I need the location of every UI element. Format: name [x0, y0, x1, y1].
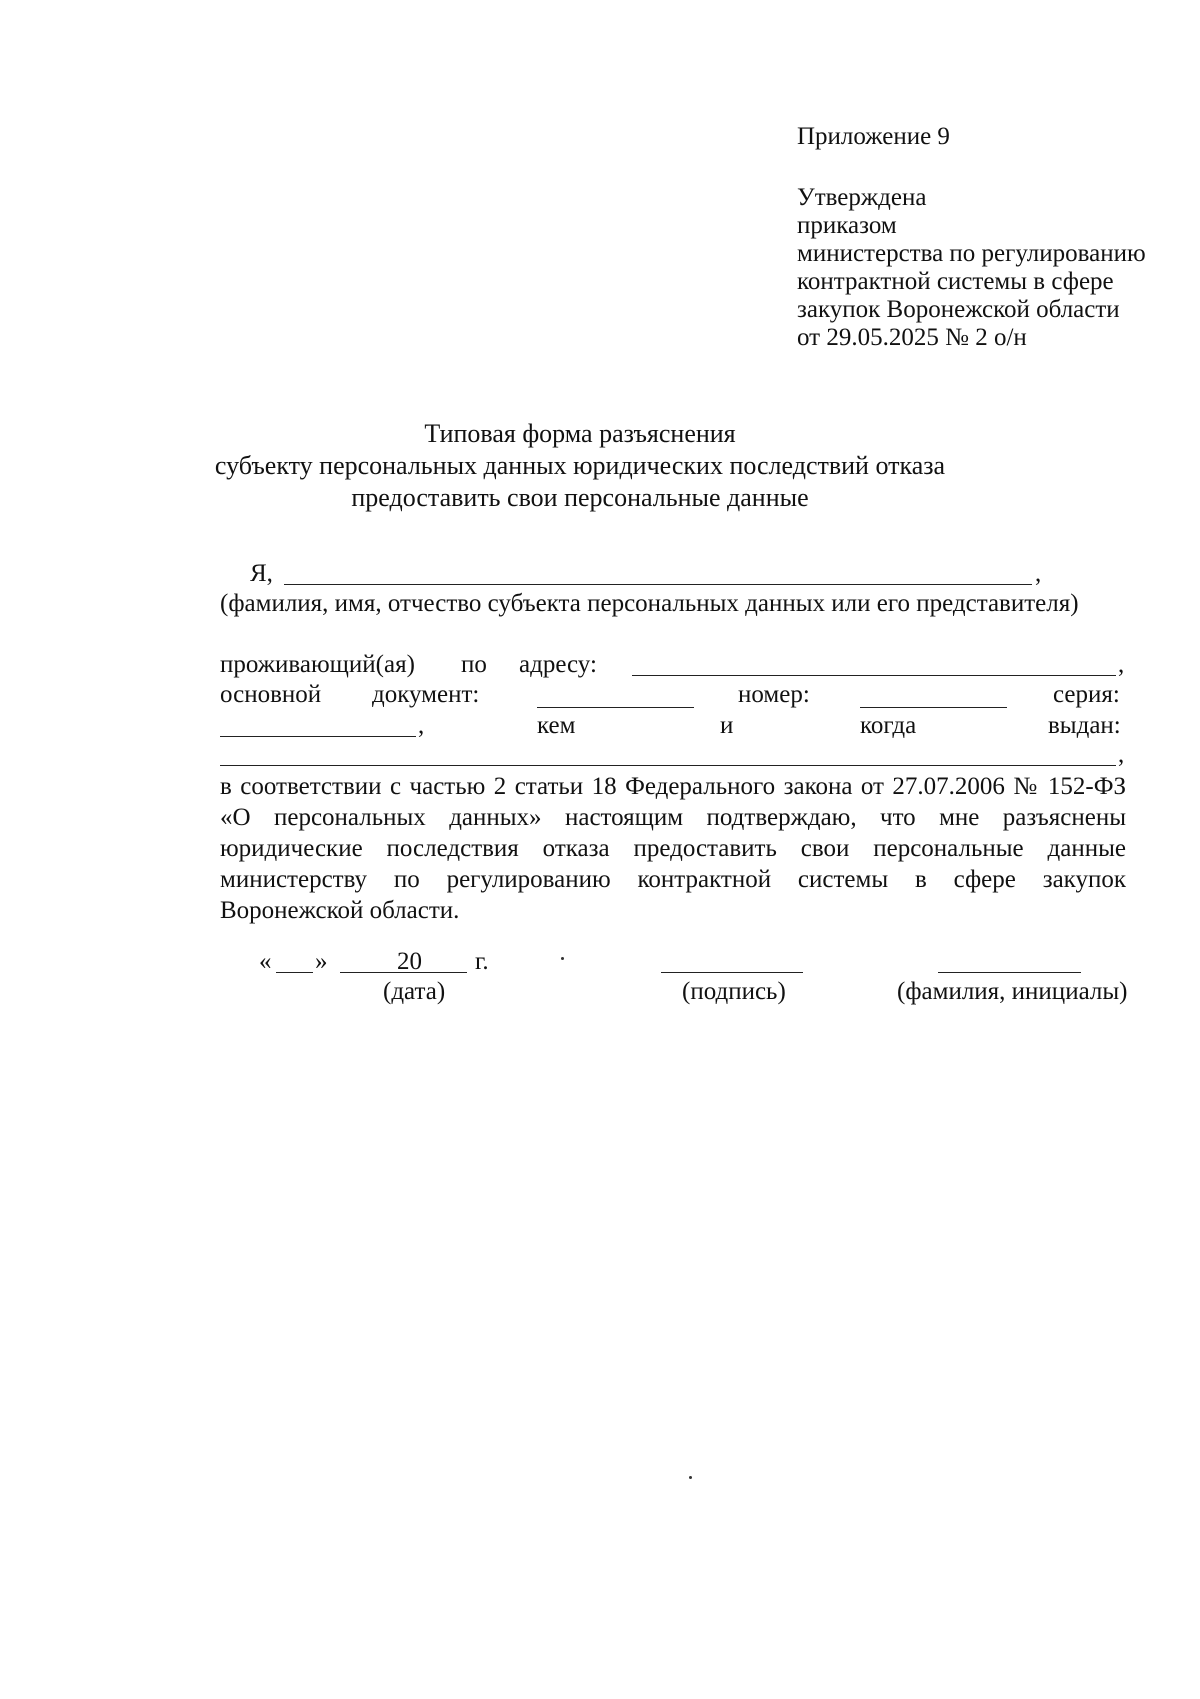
document-series-field[interactable] — [220, 736, 416, 737]
stray-dot — [561, 957, 564, 960]
title-line: Типовая форма разъяснения — [424, 419, 736, 448]
year-field[interactable] — [397, 972, 467, 973]
close-quote: » — [315, 948, 328, 975]
approval-block — [797, 123, 1146, 352]
date-caption: (дата) — [383, 978, 446, 1005]
residing-label: проживающий(ая) — [220, 651, 415, 678]
issued-label: выдан: — [1048, 712, 1121, 739]
series-label: серия: — [1053, 681, 1120, 708]
main-label: основной — [220, 681, 322, 708]
name-initials-field[interactable] — [938, 972, 1081, 973]
open-quote: « — [259, 948, 272, 975]
name-caption: (фамилия, имя, отчество субъекта персональных данных или его представителя) — [220, 590, 1079, 617]
signature-field[interactable] — [661, 972, 803, 973]
approval-line: Утверждена — [797, 184, 927, 211]
year-prefix: 20 — [397, 948, 422, 975]
title-line: субъекту персональных данных юридических последствий отказа — [214, 451, 946, 480]
approval-line: приказом — [797, 212, 897, 239]
issued-by-field[interactable] — [220, 765, 1116, 766]
address-field[interactable] — [632, 675, 1116, 676]
day-field[interactable] — [276, 972, 313, 973]
approval-line: от 29.05.2025 № 2 о/н — [797, 324, 1027, 351]
when-label: когда — [860, 712, 917, 739]
name-initials-caption: (фамилия, инициалы) — [897, 978, 1128, 1005]
stray-dot — [689, 1476, 692, 1479]
approval-line: контрактной системы в сфере — [797, 268, 1114, 295]
by-whom-label: кем — [537, 712, 576, 739]
comma: , — [1118, 651, 1125, 678]
number-label: номер: — [738, 681, 810, 708]
comma: , — [418, 712, 425, 739]
i-label: Я, — [250, 560, 273, 587]
document-type-field[interactable] — [537, 707, 694, 708]
month-field[interactable] — [340, 972, 397, 973]
address-label: адресу: — [519, 651, 597, 678]
consent-paragraph: в соответствии с частью 2 статьи 18 Федерального закона от 27.07.2006 № 152-ФЗ «О персональных данных» настоящим подтверждаю, что мне разъяснены юридические последствия отказа предоставить свои персональные данные министерству по регулированию контрактной системы в сфере закупок Воронежской области. — [220, 773, 1126, 924]
full-name-field[interactable] — [284, 584, 1032, 585]
document-title — [60, 418, 1100, 514]
appendix-label: Приложение 9 — [797, 123, 950, 150]
comma: , — [1035, 560, 1042, 587]
signature-caption: (подпись) — [682, 978, 786, 1005]
year-suffix: г. — [475, 948, 489, 975]
title-line: предоставить свои персональные данные — [351, 483, 809, 512]
comma: , — [1118, 741, 1125, 768]
and-label: и — [720, 712, 734, 739]
approval-line: закупок Воронежской области — [797, 296, 1120, 323]
document-number-field[interactable] — [860, 707, 1007, 708]
at-label: по — [461, 651, 487, 678]
approval-line: министерства по регулированию — [797, 240, 1146, 267]
document-label: документ: — [372, 681, 480, 708]
